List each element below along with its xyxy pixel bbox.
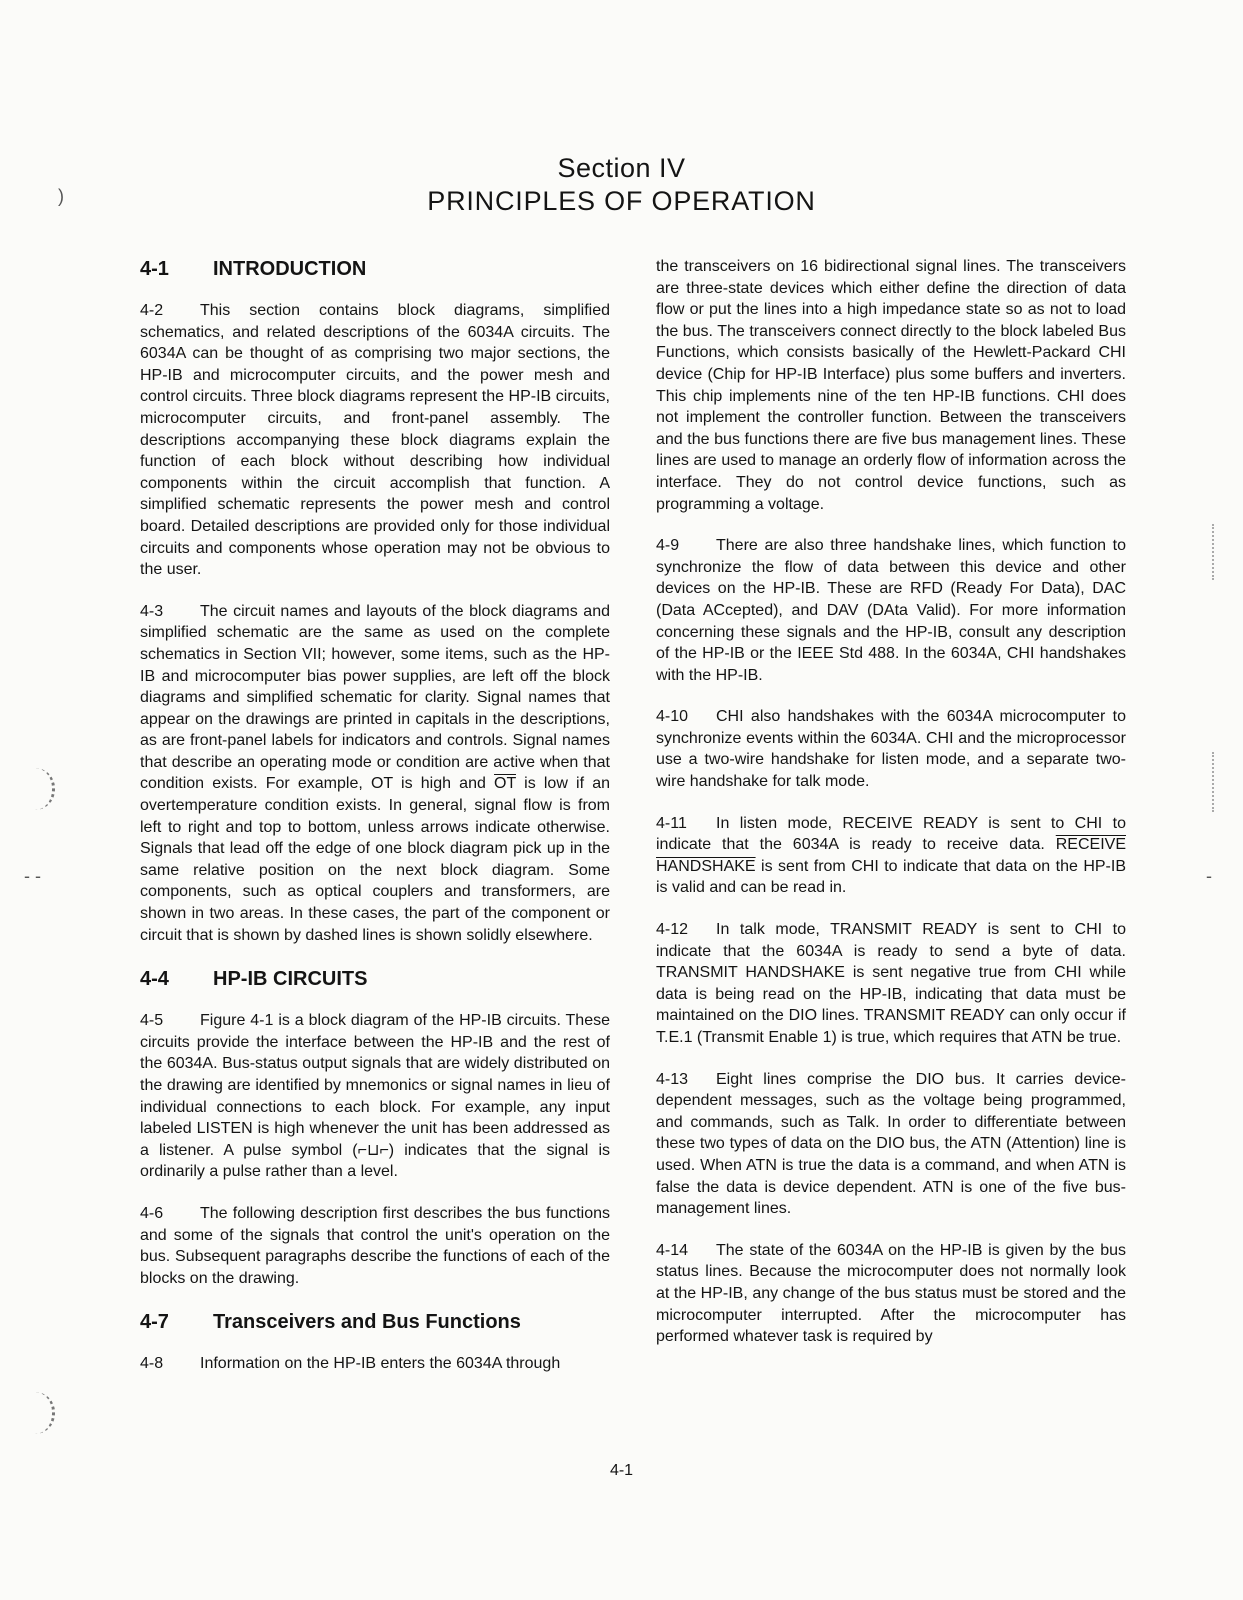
page-header — [0, 152, 1243, 218]
heading-transceivers — [140, 1309, 610, 1335]
binder-hole-mark — [30, 768, 55, 810]
paragraph-text: The state of the 6034A on the HP-IB is given by the bus status lines. Because the microcomputer does not normally look at the HP-IB, any change of the bus status must be stored and the microcomputer interrupted. After the microcomputer has performed whatever task is required by — [656, 1241, 1126, 1346]
paragraph-text: This section contains block diagrams, simplified schematics, and related descriptions of the 6034A circuits. The 6034A can be thought of as comprising two major sections, the HP-IB and microcomputer circuits, and the power mesh and control circuits. Three block diagrams represent the HP-IB circuits, microcomputer circuits, and front-panel assembly. The descriptions accompanying these block diagrams explain the function of each block without describing how individual components within the circuit accomplish that function. A simplified schematic represents the power mesh and control board. Detailed descriptions are provided only for those individual circuits and components whose operation may not be obvious to the user. — [140, 302, 610, 579]
paragraph-4-10 — [656, 706, 1126, 792]
paragraph-number: 4-11 — [656, 814, 687, 832]
paragraph-4-13 — [656, 1069, 1126, 1220]
paragraph-text: is sent from CHI to indicate that data on the HP-IB is valid and can be read in. — [656, 857, 1126, 897]
section-number: Section IV — [557, 153, 686, 183]
paragraph-number: 4-9 — [656, 537, 680, 555]
paragraph-4-9 — [656, 535, 1126, 686]
heading-title: HP-IB CIRCUITS — [213, 968, 368, 991]
heading-hp-ib-circuits — [140, 966, 610, 992]
heading-number: 4-7 — [140, 1311, 169, 1334]
paragraph-4-11 — [656, 813, 1126, 899]
paragraph-text: The following description first describes the bus functions and some of the signals that control the unit's operation on the bus. Subsequent paragraphs describe the functions of each of the blocks on the drawing. — [140, 1204, 610, 1287]
margin-mark: - - — [24, 866, 41, 886]
paragraph-number: 4-2 — [140, 302, 164, 319]
heading-title: Transceivers and Bus Functions — [213, 1311, 521, 1334]
paragraph-text: the transceivers on 16 bidirectional signal lines. The transceivers are three-state devices which either define the direction of data flow or put the lines into a high impedance state so as not to load the bus. The transceivers connect directly to the block labeled Bus Functions, which consists basically of the Hewlett-Packard CHI device (Chip for HP-IB Interface) plus some buffers and inverters. This chip implements nine of the ten HP-IB functions. CHI does not implement the controller function. Between the transceivers and the bus functions there are five bus management lines. These lines are used to manage an orderly flow of information across the interface. They do not control device functions, such as programming a voltage. — [656, 258, 1126, 513]
paragraph-number: 4-5 — [140, 1012, 164, 1030]
right-column — [656, 256, 1126, 1368]
scan-artifact — [1212, 524, 1216, 580]
paragraph-4-8 — [140, 1353, 610, 1375]
paragraph-number: 4-8 — [140, 1355, 164, 1373]
paragraph-number: 4-14 — [656, 1241, 689, 1259]
paragraph-number: 4-13 — [656, 1070, 689, 1088]
paragraph-4-12 — [656, 919, 1126, 1049]
paragraph-4-3 — [140, 601, 610, 947]
scan-artifact — [1212, 752, 1216, 812]
left-column — [140, 256, 610, 1395]
paragraph-4-6 — [140, 1203, 610, 1289]
section-title: PRINCIPLES OF OPERATION — [427, 186, 816, 216]
paragraph-4-8-continued — [656, 256, 1126, 515]
heading-number: 4-4 — [140, 968, 169, 991]
paragraph-text: In listen mode, RECEIVE READY is sent to CHI to indicate that the 6034A is ready to receive data. — [656, 814, 1126, 854]
margin-mark: ) — [58, 186, 64, 206]
paragraph-text: In talk mode, TRANSMIT READY is sent to CHI to indicate that the 6034A is ready to send a byte of data. TRANSMIT HANDSHAKE is sent negative true from CHI while data is being read on the HP-IB, indicating that data must be maintained on the DIO lines. TRANSMIT READY can only occur if T.E.1 (Transmit Enable 1) is true, which requires that ATN be true. — [656, 921, 1126, 1046]
ot-bar-signal: $\overline{OT}$ — [494, 775, 516, 793]
paragraph-text: Information on the HP-IB enters the 6034A through — [200, 1355, 561, 1373]
paragraph-number: 4-3 — [140, 602, 164, 620]
paragraph-text: There are also three handshake lines, which function to synchronize the flow of data between this device and other devices on the HP-IB. These are RFD (Ready For Data), DAC (Data ACcepted), and DAV (DAta Valid). For more information concerning these signals and the HP-IB, consult any description of the HP-IB or the IEEE Std 488. In the 6034A, CHI handshakes with the HP-IB. — [656, 537, 1126, 684]
margin-mark: - — [1206, 866, 1212, 886]
paragraph-text: CHI also handshakes with the 6034A microcomputer to synchronize events within the 6034A. CHI and the microprocessor use a two-wire handshake for listen mode, and a separate two-wire handshake for talk mode. — [656, 708, 1126, 791]
receive-handshake-bar-signal: RECEIVE HANDSHAKE — [656, 836, 1126, 875]
paragraph-text: Figure 4-1 is a block diagram of the HP-IB circuits. These circuits provide the interface between the HP-IB and the rest of the 6034A. Bus-status output signals that are widely distributed on the drawing are identified by mnemonics or signal names in lieu of individual connections to each block. For example, any input labeled LISTEN is high whenever the unit has been addressed as a listener. A pulse symbol (⌐⊔⌐) indicates that the signal is ordinarily a pulse rather than a level. — [140, 1012, 610, 1181]
paragraph-number: 4-6 — [140, 1204, 164, 1222]
paragraph-4-2 — [140, 300, 610, 581]
paragraph-number: 4-12 — [656, 921, 689, 939]
paragraph-text: The circuit names and layouts of the block diagrams and simplified schematic are the same as used on the complete schematics in Section VII; however, some items, such as the HP-IB and microcomputer bias power supplies, are left off the block diagrams and simplified schematic for clarity. Signal names that appear on the drawings are printed in capitals in the descriptions, as are front-panel labels for indicators and controls. Signal names that describe an operating mode or condition are active when that condition exists. For example, OT is high and — [140, 602, 610, 793]
binder-hole-mark — [30, 1392, 55, 1434]
paragraph-text: is low if an overtemperature condition exists. In general, signal flow is from left to right and top to bottom, unless arrows indicate otherwise. Signals that lead off the edge of one block diagram pick up in the same relative position on the next block diagram. Some components, such as optical couplers and transformers, are shown in two areas. In these cases, the part of the component or circuit that is shown by dashed lines is shown solidly elsewhere. — [140, 775, 610, 944]
heading-introduction — [140, 256, 610, 282]
paragraph-4-14 — [656, 1240, 1126, 1348]
paragraph-4-5 — [140, 1010, 610, 1183]
page-number: 4-1 — [609, 1462, 634, 1479]
heading-number: 4-1 — [140, 258, 169, 280]
paragraph-text: Eight lines comprise the DIO bus. It carries device-dependent messages, such as the voltage being programmed, and commands, such as Talk. In order to differentiate between these two types of data on the DIO bus, the ATN (Attention) line is used. When ATN is true the data is a command, and when ATN is false the data is device dependent. ATN is one of the five bus-management lines. — [656, 1070, 1126, 1218]
heading-title: INTRODUCTION — [213, 258, 367, 280]
paragraph-number: 4-10 — [656, 708, 689, 726]
